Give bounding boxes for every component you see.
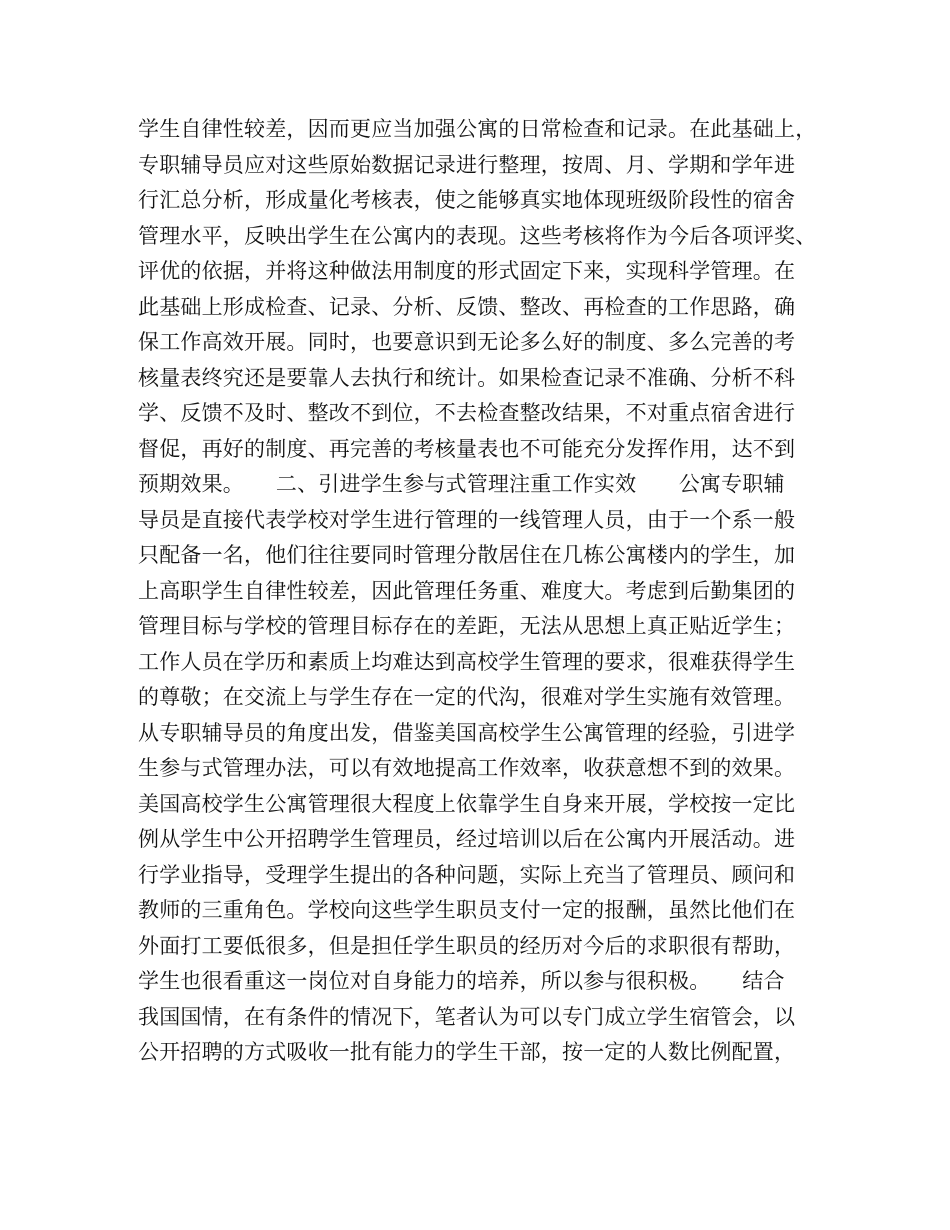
text-line: 学、反馈不及时、整改不到位，不去检查整改结果，不对重点宿舍进行 (138, 401, 796, 425)
text-line: 教师的三重角色。学校向这些学生职员支付一定的报酬，虽然比他们在 (138, 898, 796, 922)
text-line: 工作人员在学历和素质上均难达到高校学生管理的要求，很难获得学生 (138, 649, 796, 674)
text-line: 的尊敬；在交流上与学生存在一定的代沟，很难对学生实施有效管理。 (138, 685, 796, 709)
text-line: 美国高校学生公寓管理很大程度上依靠学生自身来开展，学校按一定比 (138, 791, 796, 816)
text-line: 外面打工要低很多，但是担任学生职员的经历对今后的求职很有帮助， (138, 933, 796, 958)
text-line: 预期效果。 二、引进学生参与式管理注重工作实效 公寓专职辅 (138, 472, 785, 496)
text-line: 例从学生中公开招聘学生管理员，经过培训以后在公寓内开展活动。进 (138, 827, 796, 851)
text-line: 此基础上形成检查、记录、分析、反馈、整改、再检查的工作思路，确 (138, 294, 796, 319)
text-line: 督促，再好的制度、再完善的考核量表也不可能充分发挥作用，达不到 (138, 436, 796, 461)
text-line: 管理水平，反映出学生在公寓内的表现。这些考核将作为今后各项评奖、 (138, 223, 817, 248)
text-line: 导员是直接代表学校对学生进行管理的一线管理人员，由于一个系一般 (138, 507, 796, 532)
text-line: 行汇总分析，形成量化考核表，使之能够真实地体现班级阶段性的宿舍 (138, 188, 796, 212)
text-line: 学生自律性较差，因而更应当加强公寓的日常检查和记录。在此基础上， (138, 117, 817, 141)
text-line: 保工作高效开展。同时，也要意识到无论多么好的制度、多么完善的考 (138, 330, 796, 354)
text-line: 生参与式管理办法，可以有效地提高工作效率，收获意想不到的效果。 (138, 756, 796, 780)
text-line: 我国国情，在有条件的情况下，笔者认为可以专门成立学生宿管会，以 (138, 1004, 796, 1029)
body-text (138, 112, 828, 1071)
text-line: 行学业指导，受理学生提出的各种问题，实际上充当了管理员、顾问和 (138, 862, 796, 887)
text-line: 公开招聘的方式吸收一批有能力的学生干部，按一定的人数比例配置， (138, 1040, 796, 1064)
text-line: 评优的依据，并将这种做法用制度的形式固定下来，实现科学管理。在 (138, 259, 796, 283)
text-line: 只配备一名，他们往往要同时管理分散居住在几栋公寓楼内的学生，加 (138, 543, 796, 567)
text-line: 从专职辅导员的角度出发，借鉴美国高校学生公寓管理的经验，引进学 (138, 720, 796, 745)
text-line: 管理目标与学校的管理目标存在的差距，无法从思想上真正贴近学生； (138, 614, 796, 638)
text-line: 核量表终究还是要靠人去执行和统计。如果检查记录不准确、分析不科 (138, 365, 796, 390)
text-line: 专职辅导员应对这些原始数据记录进行整理，按周、月、学期和学年进 (138, 152, 796, 177)
text-line: 学生也很看重这一岗位对自身能力的培养，所以参与很积极。 结合 (138, 969, 785, 993)
text-line: 上高职学生自律性较差，因此管理任务重、难度大。考虑到后勤集团的 (138, 578, 796, 603)
